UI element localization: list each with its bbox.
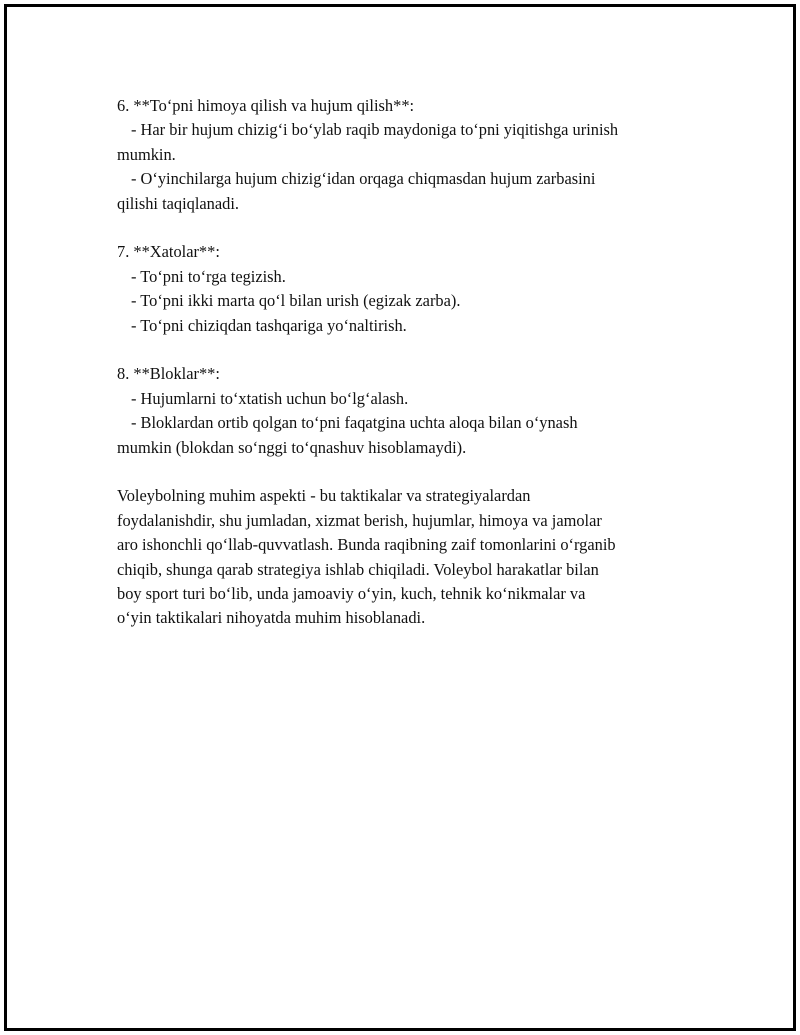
section-line: mumkin (blokdan so‘nggi to‘qnashuv hisoblamaydi). (117, 437, 467, 457)
closing-paragraph (117, 484, 677, 630)
section-line: - Har bir hujum chizig‘i bo‘ylab raqib maydoniga to‘pni yiqitishga urinish (131, 120, 619, 140)
section-6 (117, 94, 677, 216)
section-line: - O‘yinchilarga hujum chizig‘idan orqaga chiqmasdan hujum zarbasini (131, 169, 596, 189)
section-heading: 6. **To‘pni himoya qilish va hujum qilish**: (117, 96, 415, 115)
paragraph-gap (117, 460, 677, 484)
document-body (117, 94, 677, 631)
paragraph-line: chiqib, shunga qarab strategiya ishlab chiqiladi. Voleybol harakatlar bilan (117, 559, 599, 579)
section-line: - Bloklardan ortib qolgan to‘pni faqatgina uchta aloqa bilan o‘ynash (131, 413, 578, 433)
paragraph-line: foydalanishdir, shu jumladan, xizmat berish, hujumlar, himoya va jamolar (117, 510, 602, 530)
paragraph-gap (117, 216, 677, 240)
section-line: - Hujumlarni to‘xtatish uchun bo‘lg‘alash. (131, 388, 409, 408)
section-line: - To‘pni to‘rga tegizish. (131, 266, 286, 286)
section-7 (117, 240, 677, 338)
paragraph-line: o‘yin taktikalari nihoyatda muhim hisoblanadi. (117, 608, 426, 628)
paragraph-line: aro ishonchli qo‘llab-quvvatlash. Bunda raqibning zaif tomonlarini o‘rganib (117, 535, 616, 555)
section-heading: 8. **Bloklar**: (117, 364, 220, 384)
section-8 (117, 362, 677, 460)
paragraph-gap (117, 338, 677, 362)
section-line: - To‘pni ikki marta qo‘l bilan urish (egizak zarba). (131, 291, 461, 311)
section-line: - To‘pni chiziqdan tashqariga yo‘naltirish. (131, 315, 407, 335)
section-line: qilishi taqiqlanadi. (117, 193, 240, 213)
paragraph-line: boy sport turi bo‘lib, unda jamoaviy o‘yin, kuch, tehnik ko‘nikmalar va (117, 584, 586, 604)
paragraph-line: Voleybolning muhim aspekti - bu taktikalar va strategiyalardan (117, 486, 531, 506)
section-heading: 7. **Xatolar**: (117, 242, 220, 262)
section-line: mumkin. (117, 144, 176, 164)
